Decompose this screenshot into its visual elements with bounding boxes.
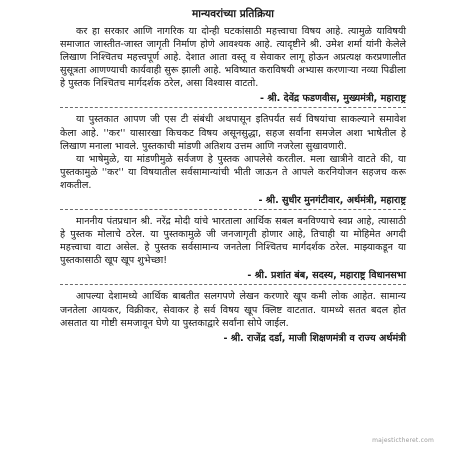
divider	[60, 209, 406, 210]
divider	[60, 284, 406, 285]
divider	[60, 107, 406, 108]
testimonial-text: या पुस्तकात आपण जी एस टी संबंधी अथपासून इतिपर्यंत सर्व विषयांचा साकल्याने समावेश केला आहे. ''कर'' यासारखा किचकट विषय असूनसुद्धा, सहज सर्वांना समजेल अशा भाषेतील हे लिखाण मनाला भावले. पुस्तकाची मांडणी अतिशय उत्तम आणि नजरेला सुखावणारी.	[60, 114, 406, 152]
testimonial-4	[60, 290, 406, 344]
testimonial-text-continued: या भाषेमुळे, या मांडणीमुळे सर्वजण हे पुस्तक आपलेसे करतील. मला खात्रीने वाटते की, या पुस्तकामुळे ''कर'' या विषयातील सर्वसामान्यांची भीती जाऊन ते आपले करनियोजन सहजच करू शकतील.	[60, 153, 406, 191]
testimonial-signature: - श्री. देवेंद्र फडणवीस, मुख्यमंत्री, महाराष्ट्र	[260, 93, 406, 105]
testimonial-text: माननीय पंतप्रधान श्री. नरेंद्र मोदी यांचे भारताला आर्थिक सबल बनविण्याचे स्वप्न आहे, त्यासाठी हे पुस्तक मोलाचे ठरेल. या पुस्तकामुळे जी जनजागृती होणार आहे, तिचाही या मोहिमेत अगदी महत्त्वाचा वाटा असेल. हे पुस्तक सर्वसामान्य जनतेला निश्चितच मार्गदर्शक ठरेल. माझ्याकडून या पुस्तकासाठी खूप खूप शुभेच्छा!	[60, 216, 406, 267]
testimonial-signature: - श्री. राजेंद्र दर्डा, माजी शिक्षणमंत्री व राज्य अर्थमंत्री	[223, 332, 406, 344]
testimonial-signature: - श्री. प्रशांत बंब, सदस्य, महाराष्ट्र विधानसभा	[247, 270, 406, 282]
testimonial-2	[60, 113, 406, 207]
watermark: majestictheret.com	[372, 437, 434, 444]
testimonial-1	[60, 25, 406, 105]
testimonial-3	[60, 215, 406, 282]
testimonial-text: आपल्या देशामध्ये आर्थिक बाबतीत सलगपणे लेखन करणारे खूप कमी लोक आहेत. सामान्य जनतेला आयकर, विक्रीकर, सेवाकर हे सर्व विषय खूप क्लिष्ट वाटतात. यामध्ये सतत बदल होत असतात या गोष्टी समजावून घेणे या पुस्तकाद्वारे सर्वांना सोपे जाईल.	[60, 291, 406, 329]
testimonial-text: कर हा सरकार आणि नागरिक या दोन्ही घटकांसाठी महत्त्वाचा विषय आहे. त्यामुळे याविषयी समाजात जास्तीत-जास्त जागृती निर्माण होणे आवश्यक आहे. त्यादृष्टीने श्री. उमेश शर्मा यांनी केलेले लिखाण निश्चितच महत्त्वपूर्ण आहे. देशात आता वस्तू व सेवाकर लागू होऊन अप्रत्यक्ष करप्रणालीत सुसूत्रता आणण्याची कार्यवाही सुरू झाली आहे. भविष्यात कराविषयी अभ्यास करणाऱ्या नव्या पिढीला हे पुस्तक निश्चितच मार्गदर्शक ठरेल, असा विश्वास वाटतो.	[60, 26, 406, 90]
testimonial-signature: - श्री. सुधीर मुनगंटीवार, अर्थमंत्री, महाराष्ट्र	[258, 195, 406, 207]
page-title: मान्यवरांच्या प्रतिक्रिया	[192, 8, 274, 20]
